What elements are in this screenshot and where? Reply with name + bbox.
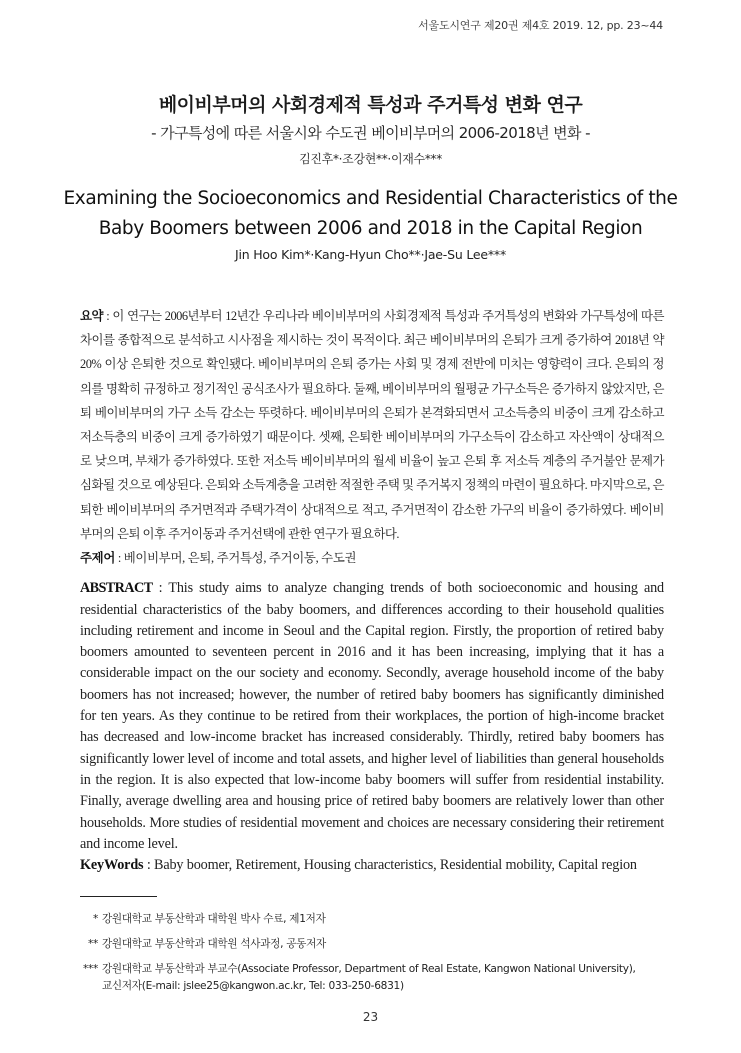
abstract-korean-separator: : <box>102 309 113 323</box>
title-korean: 베이비부머의 사회경제적 특성과 주거특성 변화 연구 <box>158 94 583 116</box>
title-english-text: Examining the Socioeconomics and Residential Characteristics of the Baby Boomers between 2006 and 2018 in the Capital Region <box>63 188 678 239</box>
page-number: 23 <box>362 1010 379 1025</box>
running-head: 서울도시연구 제20권 제4호 2019. 12, pp. 23~44 <box>418 19 663 32</box>
abstract-english-separator: : <box>152 580 169 597</box>
footnote-mark: ** <box>88 938 98 951</box>
abstract-korean-label: 요약 <box>80 309 103 323</box>
keywords-korean-label: 주제어 <box>80 551 116 566</box>
abstract-english <box>80 578 664 855</box>
keywords-english <box>80 855 664 876</box>
footnote-mark: *** <box>83 963 98 976</box>
abstract-korean <box>80 304 664 546</box>
keywords-korean <box>80 546 664 570</box>
footnote-text: 강원대학교 부동산학과 대학원 박사 수료, 제1저자 <box>102 913 326 926</box>
authors-korean: 김진후*·조강현**·이재수*** <box>299 152 442 166</box>
footnote-continuation: 교신저자(E-mail: jslee25@kangwon.ac.kr, Tel: 033-250-6831) <box>102 980 404 993</box>
keywords-english-separator: : <box>143 857 155 874</box>
keywords-english-text: Baby boomer, Retirement, Housing characteristics, Residential mobility, Capital region <box>154 857 637 874</box>
abstract-english-label: ABSTRACT <box>80 580 153 597</box>
subtitle-korean: - 가구특성에 따른 서울시와 수도권 베이비부머의 2006-2018년 변화 - <box>151 124 590 142</box>
abstract-korean-text: 이 연구는 2006년부터 12년간 우리나라 베이비부머의 사회경제적 특성과 주거특성의 변화와 가구특성에 따른 차이를 종합적으로 분석하고 시사점을 제시하는 것이 목적이다. 최근 베이비부머의 은퇴가 크게 증가하여 2018년 약 20% 이상 은퇴한 것으로 확인됐다. 베이비부머의 은퇴 증가는 사회 및 경제 전반에 미치는 영향력이 크다. 은퇴의 정의를 명확히 규정하고 정기적인 공식조사가 필요하다. 둘째, 베이비부머의 월평균 가구소득은 증가하지 않았지만, 은퇴 베이비부머의 가구 소득 감소는 뚜렷하다. 베이비부머의 은퇴가 본격화되면서 고소득층의 비중이 크게 감소하고 저소득층의 비중이 크게 증가하였기 때문이다. 셋째, 은퇴한 베이비부머의 가구소득이 감소하고 자산액이 상대적으로 낮으며, 부채가 증가하였다. 또한 저소득 베이비부머의 월세 비율이 높고 은퇴 후 저소득 계층의 주거불안 문제가 심화될 것으로 예상된다. 은퇴와 소득계층을 고려한 적절한 주택 및 주거복지 정책의 마련이 필요하다. 마지막으로, 은퇴한 베이비부머의 주거면적과 주택가격이 상대적으로 적고, 주거면적이 감소한 가구의 비율이 증가하였다. 베이비부머의 은퇴 이후 주거이동과 주거선택에 관한 연구가 필요하다. <box>80 309 664 541</box>
footnote-3 <box>82 961 682 995</box>
footnote-1 <box>82 911 682 928</box>
footnote-mark: * <box>93 913 98 926</box>
footnote-text: 강원대학교 부동산학과 대학원 석사과정, 공동저자 <box>102 938 326 951</box>
keywords-korean-separator: : <box>115 551 124 566</box>
abstract-section <box>80 304 664 876</box>
footnote-2 <box>82 936 682 953</box>
title-english <box>0 184 741 244</box>
authors-english: Jin Hoo Kim*·Kang-Hyun Cho**·Jae-Su Lee*** <box>234 247 507 262</box>
abstract-english-text: This study aims to analyze changing trends of both socioeconomic and housing and residential characteristics of the baby boomers, and differences according to their household qualities including retirement and income in Seoul and the Capital region. Firstly, the proportion of retired baby boomers amounted to seventeen percent in 2016 and it has been increasing, implying that it has a considerable impact on the our society and economy. Secondly, average household income of the baby boomers has not increased; however, the number of retired baby boomers has significantly diminished for ten years. As they continue to be retired from their workplaces, the portion of high-income bracket has decreased and low-income bracket has increased considerably. Thirdly, retired baby boomers has significantly lower level of income and total assets, and higher level of liabilities than general households in the region. It is also expected that low-income baby boomers will suffer from residential instability. Finally, average dwelling area and housing price of retired baby boomers are relatively lower than other households. More studies of residential movement and choices are necessary considering their retirement and income level. <box>80 580 664 852</box>
footnotes <box>82 911 682 995</box>
footnote-divider <box>80 896 157 897</box>
keywords-korean-text: 베이비부머, 은퇴, 주거특성, 주거이동, 수도권 <box>123 551 357 566</box>
keywords-english-label: KeyWords <box>80 857 144 874</box>
footnote-text: 강원대학교 부동산학과 부교수(Associate Professor, Department of Real Estate, Kangwon National University), <box>102 963 636 976</box>
